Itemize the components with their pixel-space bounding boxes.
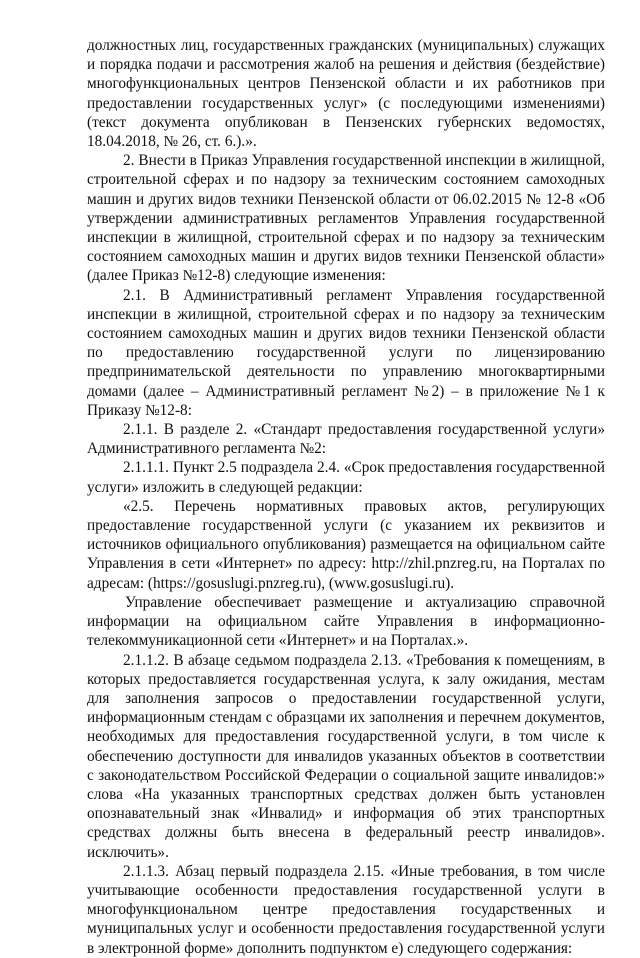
paragraph-3: 2.1. В Административный регламент Управления государственной инспекции в жилищной, строительной сферах и по надзору за техническим состоянием самоходных машин и других видов техники Пензенской области по предоставлению государственной услуги по лицензированию предпринимательской деятельности по управлению многоквартирными домами (далее – Административный регламент №2) – в приложение №1 к Приказу №12-8: [87,286,605,419]
paragraph-6: «2.5. Перечень нормативных правовых актов, регулирующих предоставление государственной услуги (с указанием их реквизитов и источников официального опубликования) размещается на официальном сайте Управления в сети «Интернет» по адресу: http://zhil.pnzreg.ru, на Порталах по адресам: (https://gosuslugi.pnzreg.ru), (www.gosuslugi.ru). [87,497,605,592]
paragraph-5: 2.1.1.1. Пункт 2.5 подраздела 2.4. «Срок предоставления государственной услуги» изложить в следующей редакции: [87,459,605,496]
paragraph-7: Управление обеспечивает размещение и актуализацию справочной информации на официальном сайте Управления в информационно-телекоммуникационной сети «Интернет» и на Порталах.». [87,593,605,650]
paragraph-9: 2.1.1.3. Абзац первый подраздела 2.15. «Иные требования, в том числе учитывающие особенности предоставления государственной услуги в многофункциональном центре предоставления государственных и муниципальных услуг и особенности предоставления государственной услуги в электронной форме» дополнить подпунктом е) следующего содержания: [87,862,605,957]
paragraph-8: 2.1.1.2. В абзаце седьмом подраздела 2.13. «Требования к помещениям, в которых предоставляется государственная услуга, к залу ожидания, местам для заполнения запросов о предоставлении государственной услуги, информационным стендам с образцами их заполнения и перечнем документов, необходимых для предоставления государственной услуги, в том числе к обеспечению доступности для инвалидов указанных объектов в соответствии с законодательством Российской Федерации о социальной защите инвалидов:» слова «На указанных транспортных средствах должен быть установлен опознавательный знак «Инвалид» и информация об этих транспортных средствах должны быть внесена в федеральный реестр инвалидов». исключить». [87,651,605,861]
paragraph-1: должностных лиц, государственных гражданских (муниципальных) служащих и порядка подачи и рассмотрения жалоб на решения и действия (бездействие) многофункциональных центров Пензенской области и их работников при предоставлении государственных услуг» (с последующими изменениями) (текст документа опубликован в Пензенских губернских ведомостях, 18.04.2018, № 26, ст. 6.).». [87,37,605,151]
paragraph-2: 2. Внести в Приказ Управления государственной инспекции в жилищной, строительной сферах и по надзору за техническим состоянием самоходных машин и других видов техники Пензенской области от 06.02.2015 № 12-8 «Об утверждении административных регламентов Управления государственной инспекции в жилищной, строительной сферах и по надзору за техническим состоянием самоходных машин и других видов техники Пензенской области» (далее Приказ №12-8) следующие изменения: [87,152,605,285]
document-page [87,36,605,958]
paragraph-4: 2.1.1. В разделе 2. «Стандарт предоставления государственной услуги» Административного регламента №2: [87,421,605,458]
